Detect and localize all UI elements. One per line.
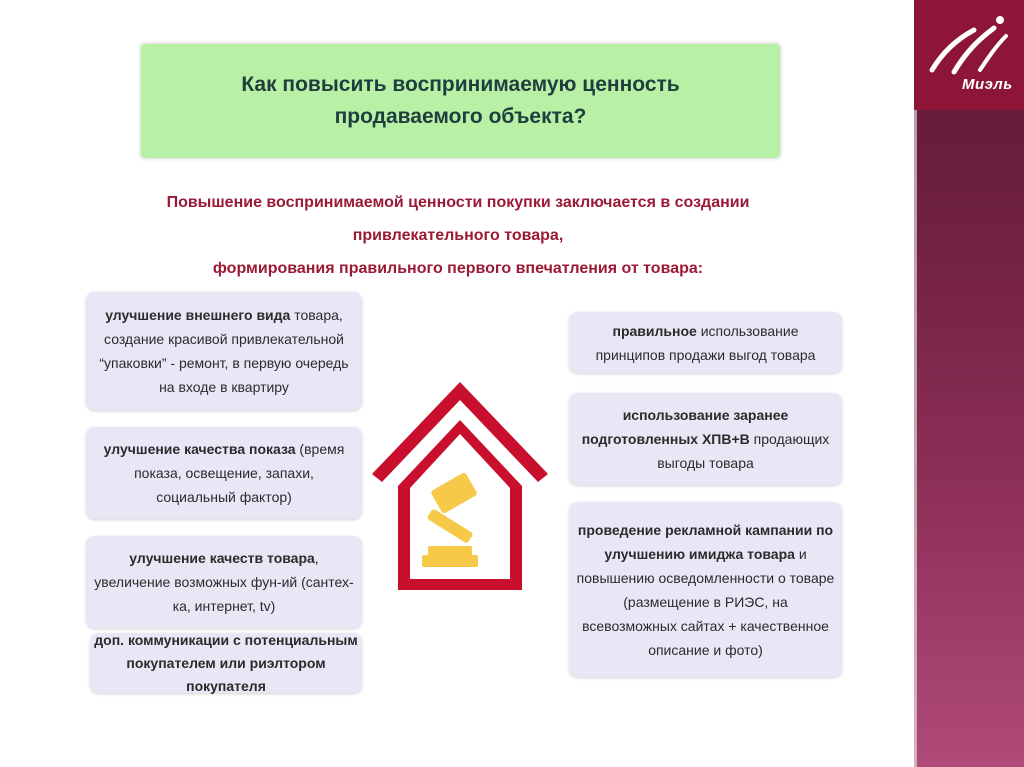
left-card-showing xyxy=(86,427,362,519)
card-bold: улучшение внешнего вида xyxy=(105,307,291,323)
card-bold: улучшение качества показа xyxy=(103,441,296,457)
title-box xyxy=(141,44,780,158)
card-bold: улучшение качеств товара xyxy=(129,550,315,566)
house-with-gavel-icon xyxy=(372,378,548,592)
left-card-appearance xyxy=(86,292,362,410)
side-panel xyxy=(914,0,1024,767)
card-bold: правильное xyxy=(612,322,697,339)
left-card-quality xyxy=(86,536,362,628)
card-text: продающих выгоды товара xyxy=(657,431,830,471)
right-card-principles xyxy=(569,312,842,373)
right-card-advertising xyxy=(569,502,842,677)
card-text: использование принципов продажи выгод товара xyxy=(595,322,816,363)
card-bold: доп. коммуникации с потенциальным покупателем или риэлтором покупателя xyxy=(94,631,358,694)
right-card-benefits xyxy=(569,393,842,485)
side-stripe xyxy=(914,0,917,767)
card-text: товара, создание красивой привлекательной “упаковки” - ремонт, в первую очередь на входе в квартиру xyxy=(99,307,349,395)
slide-title: Как повысить воспринимаемую ценность продаваемого объекта? xyxy=(241,73,680,128)
logo-box xyxy=(914,0,1024,110)
card-bold: проведение рекламной кампании по улучшению имиджа товара xyxy=(577,521,834,562)
slide-subtitle: Повышение воспринимаемой ценности покупки заключается в создании привлекательного товара, формирования правильного первого впечатления от товара: xyxy=(166,194,750,277)
left-card-communications xyxy=(90,633,362,693)
card-text: , увеличение возможных фун-ий (сантех-ка, интернет, tv) xyxy=(94,550,354,614)
card-text: (время показа, освещение, запахи, социальный фактор) xyxy=(134,441,345,505)
card-bold: использование заранее подготовленных ХПВ+В xyxy=(581,407,789,447)
miel-logo-icon xyxy=(914,0,1024,110)
card-text: и повышению осведомленности о товаре (размещение в РИЭС, на всевозможных сайтах + качественное описание и фото) xyxy=(576,545,835,658)
logo-text: Миэль xyxy=(962,76,1013,93)
